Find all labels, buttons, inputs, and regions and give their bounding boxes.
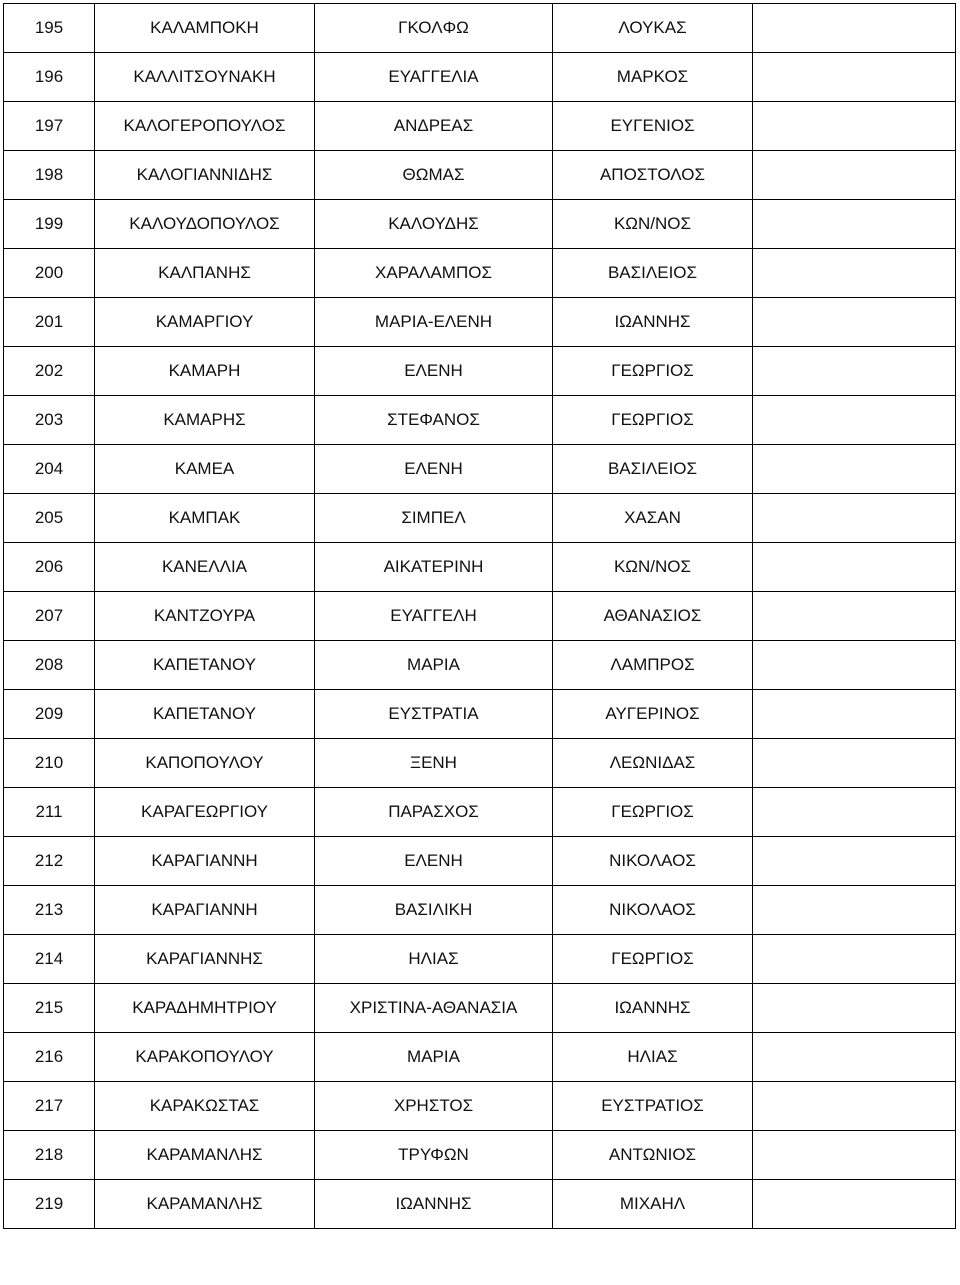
- surname-cell: ΚΑΛΛΙΤΣΟΥΝΑΚΗ: [95, 53, 315, 102]
- father-name-cell: ΙΩΑΝΝΗΣ: [553, 984, 753, 1033]
- surname-cell: ΚΑΠΕΤΑΝΟΥ: [95, 641, 315, 690]
- first-name-cell: ΜΑΡΙΑ: [315, 1033, 553, 1082]
- table-row: [4, 396, 956, 445]
- empty-cell: [753, 788, 956, 837]
- empty-cell: [753, 4, 956, 53]
- first-name-cell: ΧΡΗΣΤΟΣ: [315, 1082, 553, 1131]
- row-number-cell: 205: [4, 494, 95, 543]
- surname-cell: ΚΑΝΤΖΟΥΡΑ: [95, 592, 315, 641]
- table-row: [4, 53, 956, 102]
- father-name-cell: ΒΑΣΙΛΕΙΟΣ: [553, 445, 753, 494]
- row-number-cell: 201: [4, 298, 95, 347]
- empty-cell: [753, 494, 956, 543]
- surname-cell: ΚΑΡΑΜΑΝΛΗΣ: [95, 1180, 315, 1229]
- first-name-cell: ΧΑΡΑΛΑΜΠΟΣ: [315, 249, 553, 298]
- first-name-cell: ΗΛΙΑΣ: [315, 935, 553, 984]
- father-name-cell: ΒΑΣΙΛΕΙΟΣ: [553, 249, 753, 298]
- surname-cell: ΚΑΠΕΤΑΝΟΥ: [95, 690, 315, 739]
- names-table-body: [4, 4, 956, 1229]
- first-name-cell: ΣΤΕΦΑΝΟΣ: [315, 396, 553, 445]
- names-table: [3, 3, 956, 1229]
- surname-cell: ΚΑΜΕΑ: [95, 445, 315, 494]
- surname-cell: ΚΑΡΑΔΗΜΗΤΡΙΟΥ: [95, 984, 315, 1033]
- table-row: [4, 641, 956, 690]
- table-row: [4, 249, 956, 298]
- table-row: [4, 886, 956, 935]
- first-name-cell: ΕΥΑΓΓΕΛΗ: [315, 592, 553, 641]
- father-name-cell: ΜΑΡΚΟΣ: [553, 53, 753, 102]
- father-name-cell: ΛΑΜΠΡΟΣ: [553, 641, 753, 690]
- empty-cell: [753, 1180, 956, 1229]
- table-row: [4, 1180, 956, 1229]
- father-name-cell: ΗΛΙΑΣ: [553, 1033, 753, 1082]
- father-name-cell: ΑΥΓΕΡΙΝΟΣ: [553, 690, 753, 739]
- row-number-cell: 208: [4, 641, 95, 690]
- first-name-cell: ΘΩΜΑΣ: [315, 151, 553, 200]
- first-name-cell: ΒΑΣΙΛΙΚΗ: [315, 886, 553, 935]
- table-row: [4, 788, 956, 837]
- row-number-cell: 219: [4, 1180, 95, 1229]
- father-name-cell: ΓΕΩΡΓΙΟΣ: [553, 935, 753, 984]
- table-row: [4, 1033, 956, 1082]
- row-number-cell: 204: [4, 445, 95, 494]
- surname-cell: ΚΑΛΟΥΔΟΠΟΥΛΟΣ: [95, 200, 315, 249]
- surname-cell: ΚΑΠΟΠΟΥΛΟΥ: [95, 739, 315, 788]
- father-name-cell: ΚΩΝ/ΝΟΣ: [553, 200, 753, 249]
- father-name-cell: ΜΙΧΑΗΛ: [553, 1180, 753, 1229]
- father-name-cell: ΑΠΟΣΤΟΛΟΣ: [553, 151, 753, 200]
- first-name-cell: ΑΙΚΑΤΕΡΙΝΗ: [315, 543, 553, 592]
- father-name-cell: ΧΑΣΑΝ: [553, 494, 753, 543]
- father-name-cell: ΕΥΣΤΡΑΤΙΟΣ: [553, 1082, 753, 1131]
- row-number-cell: 212: [4, 837, 95, 886]
- first-name-cell: ΠΑΡΑΣΧΟΣ: [315, 788, 553, 837]
- table-row: [4, 4, 956, 53]
- row-number-cell: 215: [4, 984, 95, 1033]
- father-name-cell: ΓΕΩΡΓΙΟΣ: [553, 396, 753, 445]
- empty-cell: [753, 249, 956, 298]
- table-row: [4, 200, 956, 249]
- father-name-cell: ΑΘΑΝΑΣΙΟΣ: [553, 592, 753, 641]
- surname-cell: ΚΑΡΑΓΕΩΡΓΙΟΥ: [95, 788, 315, 837]
- row-number-cell: 213: [4, 886, 95, 935]
- father-name-cell: ΙΩΑΝΝΗΣ: [553, 298, 753, 347]
- first-name-cell: ΑΝΔΡΕΑΣ: [315, 102, 553, 151]
- row-number-cell: 206: [4, 543, 95, 592]
- father-name-cell: ΕΥΓΕΝΙΟΣ: [553, 102, 753, 151]
- first-name-cell: ΕΥΣΤΡΑΤΙΑ: [315, 690, 553, 739]
- father-name-cell: ΑΝΤΩΝΙΟΣ: [553, 1131, 753, 1180]
- table-row: [4, 984, 956, 1033]
- empty-cell: [753, 102, 956, 151]
- first-name-cell: ΕΥΑΓΓΕΛΙΑ: [315, 53, 553, 102]
- row-number-cell: 207: [4, 592, 95, 641]
- empty-cell: [753, 53, 956, 102]
- surname-cell: ΚΑΜΑΡΗΣ: [95, 396, 315, 445]
- table-row: [4, 151, 956, 200]
- first-name-cell: ΤΡΥΦΩΝ: [315, 1131, 553, 1180]
- first-name-cell: ΣΙΜΠΕΛ: [315, 494, 553, 543]
- row-number-cell: 211: [4, 788, 95, 837]
- surname-cell: ΚΑΡΑΓΙΑΝΝΗ: [95, 837, 315, 886]
- empty-cell: [753, 396, 956, 445]
- empty-cell: [753, 445, 956, 494]
- row-number-cell: 214: [4, 935, 95, 984]
- surname-cell: ΚΑΡΑΚΩΣΤΑΣ: [95, 1082, 315, 1131]
- surname-cell: ΚΑΡΑΓΙΑΝΝΗ: [95, 886, 315, 935]
- empty-cell: [753, 641, 956, 690]
- father-name-cell: ΝΙΚΟΛΑΟΣ: [553, 886, 753, 935]
- row-number-cell: 216: [4, 1033, 95, 1082]
- row-number-cell: 210: [4, 739, 95, 788]
- row-number-cell: 197: [4, 102, 95, 151]
- row-number-cell: 200: [4, 249, 95, 298]
- table-row: [4, 592, 956, 641]
- table-row: [4, 690, 956, 739]
- empty-cell: [753, 739, 956, 788]
- first-name-cell: ΞΕΝΗ: [315, 739, 553, 788]
- table-row: [4, 837, 956, 886]
- surname-cell: ΚΑΡΑΓΙΑΝΝΗΣ: [95, 935, 315, 984]
- first-name-cell: ΕΛΕΝΗ: [315, 347, 553, 396]
- table-row: [4, 1082, 956, 1131]
- empty-cell: [753, 886, 956, 935]
- table-row: [4, 543, 956, 592]
- row-number-cell: 217: [4, 1082, 95, 1131]
- first-name-cell: ΕΛΕΝΗ: [315, 837, 553, 886]
- surname-cell: ΚΑΡΑΜΑΝΛΗΣ: [95, 1131, 315, 1180]
- surname-cell: ΚΑΜΑΡΓΙΟΥ: [95, 298, 315, 347]
- table-row: [4, 347, 956, 396]
- row-number-cell: 218: [4, 1131, 95, 1180]
- row-number-cell: 202: [4, 347, 95, 396]
- empty-cell: [753, 837, 956, 886]
- table-row: [4, 445, 956, 494]
- empty-cell: [753, 200, 956, 249]
- first-name-cell: ΚΑΛΟΥΔΗΣ: [315, 200, 553, 249]
- first-name-cell: ΧΡΙΣΤΙΝΑ-ΑΘΑΝΑΣΙΑ: [315, 984, 553, 1033]
- first-name-cell: ΓΚΟΛΦΩ: [315, 4, 553, 53]
- father-name-cell: ΚΩΝ/ΝΟΣ: [553, 543, 753, 592]
- empty-cell: [753, 347, 956, 396]
- empty-cell: [753, 1082, 956, 1131]
- row-number-cell: 203: [4, 396, 95, 445]
- row-number-cell: 199: [4, 200, 95, 249]
- empty-cell: [753, 298, 956, 347]
- surname-cell: ΚΑΜΠΑΚ: [95, 494, 315, 543]
- table-row: [4, 739, 956, 788]
- empty-cell: [753, 1033, 956, 1082]
- table-row: [4, 494, 956, 543]
- surname-cell: ΚΑΜΑΡΗ: [95, 347, 315, 396]
- surname-cell: ΚΑΛΠΑΝΗΣ: [95, 249, 315, 298]
- row-number-cell: 198: [4, 151, 95, 200]
- father-name-cell: ΓΕΩΡΓΙΟΣ: [553, 347, 753, 396]
- surname-cell: ΚΑΝΕΛΛΙΑ: [95, 543, 315, 592]
- first-name-cell: ΜΑΡΙΑ-ΕΛΕΝΗ: [315, 298, 553, 347]
- table-row: [4, 298, 956, 347]
- surname-cell: ΚΑΛΑΜΠΟΚΗ: [95, 4, 315, 53]
- surname-cell: ΚΑΛΟΓΙΑΝΝΙΔΗΣ: [95, 151, 315, 200]
- row-number-cell: 196: [4, 53, 95, 102]
- empty-cell: [753, 543, 956, 592]
- father-name-cell: ΓΕΩΡΓΙΟΣ: [553, 788, 753, 837]
- father-name-cell: ΝΙΚΟΛΑΟΣ: [553, 837, 753, 886]
- surname-cell: ΚΑΡΑΚΟΠΟΥΛΟΥ: [95, 1033, 315, 1082]
- first-name-cell: ΕΛΕΝΗ: [315, 445, 553, 494]
- father-name-cell: ΛΟΥΚΑΣ: [553, 4, 753, 53]
- row-number-cell: 195: [4, 4, 95, 53]
- empty-cell: [753, 592, 956, 641]
- table-row: [4, 1131, 956, 1180]
- empty-cell: [753, 935, 956, 984]
- row-number-cell: 209: [4, 690, 95, 739]
- empty-cell: [753, 151, 956, 200]
- table-row: [4, 102, 956, 151]
- empty-cell: [753, 690, 956, 739]
- surname-cell: ΚΑΛΟΓΕΡΟΠΟΥΛΟΣ: [95, 102, 315, 151]
- father-name-cell: ΛΕΩΝΙΔΑΣ: [553, 739, 753, 788]
- first-name-cell: ΜΑΡΙΑ: [315, 641, 553, 690]
- table-row: [4, 935, 956, 984]
- empty-cell: [753, 1131, 956, 1180]
- first-name-cell: ΙΩΑΝΝΗΣ: [315, 1180, 553, 1229]
- empty-cell: [753, 984, 956, 1033]
